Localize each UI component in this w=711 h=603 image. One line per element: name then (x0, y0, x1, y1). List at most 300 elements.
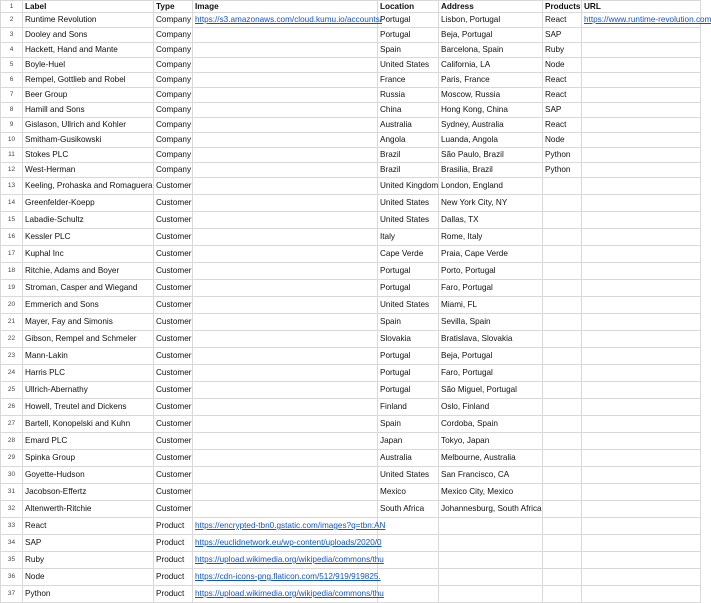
cell-image[interactable] (193, 314, 378, 331)
cell-location[interactable] (378, 586, 439, 603)
row-number[interactable]: 34 (1, 535, 23, 552)
cell-image[interactable] (193, 73, 378, 88)
cell-location[interactable]: Portugal (378, 28, 439, 43)
cell-url[interactable] (582, 103, 701, 118)
cell-url[interactable] (582, 467, 701, 484)
cell-address[interactable]: Beja, Portugal (439, 348, 543, 365)
cell-url[interactable] (582, 331, 701, 348)
cell-address[interactable]: Moscow, Russia (439, 88, 543, 103)
cell-type[interactable]: Customer (154, 229, 193, 246)
cell-address[interactable]: Faro, Portugal (439, 365, 543, 382)
row-number[interactable]: 6 (1, 73, 23, 88)
cell-label[interactable]: Hackett, Hand and Mante (23, 43, 154, 58)
cell-label[interactable]: Kuphal Inc (23, 246, 154, 263)
cell-label[interactable]: Ritchie, Adams and Boyer (23, 263, 154, 280)
cell-location[interactable]: Japan (378, 433, 439, 450)
cell-image[interactable] (193, 365, 378, 382)
cell-type[interactable]: Customer (154, 297, 193, 314)
cell-products[interactable] (543, 484, 582, 501)
row-number[interactable]: 3 (1, 28, 23, 43)
cell-type[interactable]: Customer (154, 416, 193, 433)
row-number[interactable]: 36 (1, 569, 23, 586)
cell-image[interactable] (193, 195, 378, 212)
cell-location[interactable]: Portugal (378, 13, 439, 28)
cell-type[interactable]: Customer (154, 280, 193, 297)
cell-url[interactable] (582, 212, 701, 229)
cell-address[interactable]: San Francisco, CA (439, 467, 543, 484)
cell-products[interactable] (543, 280, 582, 297)
cell-label[interactable]: Jacobson-Effertz (23, 484, 154, 501)
cell-location[interactable]: United States (378, 212, 439, 229)
cell-products[interactable] (543, 178, 582, 195)
cell-address[interactable]: Brasilia, Brazil (439, 163, 543, 178)
cell-type[interactable]: Company (154, 103, 193, 118)
cell-address[interactable]: Paris, France (439, 73, 543, 88)
cell-address[interactable]: London, England (439, 178, 543, 195)
cell-url[interactable] (582, 195, 701, 212)
cell-url[interactable] (582, 433, 701, 450)
cell-type[interactable]: Product (154, 569, 193, 586)
cell-location[interactable]: United States (378, 58, 439, 73)
cell-products[interactable] (543, 382, 582, 399)
cell-label[interactable]: Gislason, Ullrich and Kohler (23, 118, 154, 133)
cell-type[interactable]: Company (154, 13, 193, 28)
row-number[interactable]: 28 (1, 433, 23, 450)
row-number[interactable]: 33 (1, 518, 23, 535)
cell-label[interactable]: Python (23, 586, 154, 603)
cell-address[interactable]: Johannesburg, South Africa (439, 501, 543, 518)
cell-products[interactable] (543, 314, 582, 331)
cell-location[interactable]: Finland (378, 399, 439, 416)
cell-image[interactable] (193, 297, 378, 314)
row-number[interactable]: 14 (1, 195, 23, 212)
cell-label[interactable]: Bartell, Konopelski and Kuhn (23, 416, 154, 433)
cell-type[interactable]: Customer (154, 399, 193, 416)
cell-label[interactable]: Node (23, 569, 154, 586)
cell-address[interactable]: Barcelona, Spain (439, 43, 543, 58)
cell-location[interactable]: Portugal (378, 365, 439, 382)
cell-products[interactable] (543, 348, 582, 365)
cell-type[interactable]: Company (154, 58, 193, 73)
row-number[interactable]: 4 (1, 43, 23, 58)
cell-address[interactable]: Miami, FL (439, 297, 543, 314)
cell-type[interactable]: Customer (154, 212, 193, 229)
cell-url[interactable] (582, 229, 701, 246)
cell-type[interactable]: Customer (154, 484, 193, 501)
cell-url[interactable] (582, 28, 701, 43)
cell-address[interactable]: Praia, Cape Verde (439, 246, 543, 263)
cell-products[interactable]: SAP (543, 28, 582, 43)
cell-products[interactable] (543, 229, 582, 246)
cell-products[interactable]: React (543, 73, 582, 88)
cell-image[interactable] (193, 518, 386, 535)
cell-url[interactable] (582, 263, 701, 280)
row-number[interactable]: 22 (1, 331, 23, 348)
cell-type[interactable]: Company (154, 118, 193, 133)
cell-type[interactable]: Company (154, 88, 193, 103)
cell-image[interactable] (193, 118, 378, 133)
cell-products[interactable] (543, 450, 582, 467)
cell-label[interactable]: Labadie-Schultz (23, 212, 154, 229)
cell-products[interactable]: SAP (543, 103, 582, 118)
cell-location[interactable]: Cape Verde (378, 246, 439, 263)
cell-url[interactable] (582, 88, 701, 103)
row-number[interactable]: 26 (1, 399, 23, 416)
cell-location[interactable]: United States (378, 467, 439, 484)
cell-products[interactable]: React (543, 13, 582, 28)
cell-url[interactable] (582, 535, 701, 552)
cell-address[interactable]: Sevilla, Spain (439, 314, 543, 331)
cell-label[interactable]: Rempel, Gottlieb and Robel (23, 73, 154, 88)
cell-label[interactable]: West-Herman (23, 163, 154, 178)
cell-image[interactable] (193, 28, 378, 43)
cell-image[interactable] (193, 450, 378, 467)
cell-url[interactable] (582, 416, 701, 433)
cell-url[interactable] (582, 163, 701, 178)
cell-type[interactable]: Customer (154, 348, 193, 365)
cell-image[interactable] (193, 178, 378, 195)
cell-label[interactable]: Emard PLC (23, 433, 154, 450)
row-number[interactable]: 7 (1, 88, 23, 103)
cell-image[interactable] (193, 416, 378, 433)
cell-image[interactable] (193, 535, 382, 552)
cell-label[interactable]: Emmerich and Sons (23, 297, 154, 314)
cell-url[interactable] (582, 399, 701, 416)
cell-url[interactable] (582, 13, 711, 28)
cell-location[interactable]: Spain (378, 43, 439, 58)
cell-location[interactable]: United States (378, 195, 439, 212)
cell-url[interactable] (582, 43, 701, 58)
cell-products[interactable] (543, 552, 582, 569)
cell-products[interactable]: React (543, 88, 582, 103)
cell-products[interactable]: Node (543, 133, 582, 148)
row-number[interactable]: 11 (1, 148, 23, 163)
cell-location[interactable]: Slovakia (378, 331, 439, 348)
cell-url[interactable] (582, 586, 701, 603)
cell-location[interactable]: Spain (378, 314, 439, 331)
cell-image[interactable] (193, 148, 378, 163)
cell-image-link[interactable]: https://cdn-icons-png.flaticon.com/512/919/919825. (195, 572, 381, 581)
cell-products[interactable] (543, 416, 582, 433)
cell-address[interactable] (439, 552, 543, 569)
cell-products[interactable] (543, 365, 582, 382)
cell-label[interactable]: Kessler PLC (23, 229, 154, 246)
cell-address[interactable] (439, 569, 543, 586)
cell-type[interactable]: Customer (154, 246, 193, 263)
row-number[interactable]: 24 (1, 365, 23, 382)
cell-image[interactable] (193, 43, 378, 58)
row-number[interactable]: 25 (1, 382, 23, 399)
cell-image[interactable] (193, 433, 378, 450)
cell-url[interactable] (582, 280, 701, 297)
cell-address[interactable]: São Paulo, Brazil (439, 148, 543, 163)
cell-products[interactable]: Node (543, 58, 582, 73)
cell-type[interactable]: Company (154, 163, 193, 178)
cell-address[interactable]: Lisbon, Portugal (439, 13, 543, 28)
cell-image[interactable] (193, 348, 378, 365)
cell-url[interactable] (582, 518, 701, 535)
cell-url[interactable] (582, 348, 701, 365)
cell-label[interactable]: Greenfelder-Koepp (23, 195, 154, 212)
row-number[interactable]: 16 (1, 229, 23, 246)
row-number[interactable]: 35 (1, 552, 23, 569)
cell-label[interactable]: Hamill and Sons (23, 103, 154, 118)
cell-image[interactable] (193, 163, 378, 178)
cell-type[interactable]: Product (154, 552, 193, 569)
cell-type[interactable]: Company (154, 73, 193, 88)
cell-location[interactable]: United States (378, 297, 439, 314)
cell-products[interactable] (543, 263, 582, 280)
row-number[interactable]: 15 (1, 212, 23, 229)
cell-image[interactable] (193, 58, 378, 73)
cell-image[interactable] (193, 484, 378, 501)
cell-address[interactable]: Beja, Portugal (439, 28, 543, 43)
cell-image[interactable] (193, 399, 378, 416)
cell-image[interactable] (193, 212, 378, 229)
cell-url[interactable] (582, 314, 701, 331)
cell-type[interactable]: Product (154, 586, 193, 603)
cell-products[interactable] (543, 195, 582, 212)
row-number[interactable]: 9 (1, 118, 23, 133)
header-cell-address[interactable]: Address (439, 1, 543, 13)
cell-label[interactable]: Spinka Group (23, 450, 154, 467)
cell-label[interactable]: Ruby (23, 552, 154, 569)
cell-url[interactable] (582, 178, 701, 195)
cell-products[interactable]: Ruby (543, 43, 582, 58)
cell-products[interactable] (543, 433, 582, 450)
cell-image[interactable] (193, 133, 378, 148)
cell-location[interactable]: Russia (378, 88, 439, 103)
cell-address[interactable]: Oslo, Finland (439, 399, 543, 416)
cell-label[interactable]: Beer Group (23, 88, 154, 103)
cell-type[interactable]: Customer (154, 314, 193, 331)
cell-type[interactable]: Customer (154, 467, 193, 484)
cell-url-link[interactable]: https://www.runtime-revolution.com (584, 15, 711, 24)
cell-image[interactable] (193, 569, 381, 586)
cell-url[interactable] (582, 58, 701, 73)
cell-url[interactable] (582, 118, 701, 133)
cell-location[interactable]: South Africa (378, 501, 439, 518)
cell-url[interactable] (582, 552, 701, 569)
cell-location[interactable]: United Kingdom (378, 178, 439, 195)
cell-type[interactable]: Customer (154, 501, 193, 518)
cell-image[interactable] (193, 13, 383, 28)
cell-image[interactable] (193, 586, 384, 603)
cell-location[interactable]: China (378, 103, 439, 118)
cell-label[interactable]: Altenwerth-Ritchie (23, 501, 154, 518)
header-cell-location[interactable]: Location (378, 1, 439, 13)
cell-image[interactable] (193, 552, 384, 569)
cell-location[interactable] (378, 552, 439, 569)
cell-products[interactable] (543, 569, 582, 586)
row-number[interactable]: 8 (1, 103, 23, 118)
cell-location[interactable]: Portugal (378, 348, 439, 365)
cell-label[interactable]: Harris PLC (23, 365, 154, 382)
cell-address[interactable]: Dallas, TX (439, 212, 543, 229)
cell-location[interactable]: Spain (378, 416, 439, 433)
cell-location[interactable]: Brazil (378, 163, 439, 178)
cell-type[interactable]: Company (154, 148, 193, 163)
cell-products[interactable] (543, 246, 582, 263)
cell-location[interactable]: Mexico (378, 484, 439, 501)
row-number[interactable]: 5 (1, 58, 23, 73)
cell-image[interactable] (193, 103, 378, 118)
cell-image[interactable] (193, 88, 378, 103)
cell-type[interactable]: Customer (154, 195, 193, 212)
cell-products[interactable] (543, 297, 582, 314)
row-number[interactable]: 37 (1, 586, 23, 603)
row-number[interactable]: 21 (1, 314, 23, 331)
cell-image-link[interactable]: https://upload.wikimedia.org/wikipedia/commons/thu (195, 555, 384, 564)
cell-url[interactable] (582, 484, 701, 501)
cell-label[interactable]: Mann-Lakin (23, 348, 154, 365)
cell-url[interactable] (582, 297, 701, 314)
cell-label[interactable]: Gibson, Rempel and Schmeler (23, 331, 154, 348)
cell-location[interactable]: Australia (378, 450, 439, 467)
row-number[interactable]: 30 (1, 467, 23, 484)
cell-url[interactable] (582, 148, 701, 163)
cell-label[interactable]: SAP (23, 535, 154, 552)
cell-type[interactable]: Company (154, 28, 193, 43)
cell-location[interactable]: Portugal (378, 263, 439, 280)
cell-products[interactable]: Python (543, 148, 582, 163)
row-number[interactable]: 19 (1, 280, 23, 297)
cell-location[interactable]: France (378, 73, 439, 88)
row-number[interactable]: 2 (1, 13, 23, 28)
cell-url[interactable] (582, 450, 701, 467)
cell-url[interactable] (582, 382, 701, 399)
cell-products[interactable]: Python (543, 163, 582, 178)
cell-address[interactable]: Cordoba, Spain (439, 416, 543, 433)
cell-address[interactable]: Porto, Portugal (439, 263, 543, 280)
cell-image[interactable] (193, 246, 378, 263)
cell-url[interactable] (582, 73, 701, 88)
cell-products[interactable] (543, 399, 582, 416)
row-number[interactable]: 1 (1, 1, 23, 13)
cell-address[interactable]: Rome, Italy (439, 229, 543, 246)
cell-products[interactable]: React (543, 118, 582, 133)
cell-type[interactable]: Company (154, 43, 193, 58)
cell-products[interactable] (543, 501, 582, 518)
header-cell-label[interactable]: Label (23, 1, 154, 13)
cell-type[interactable]: Product (154, 535, 193, 552)
cell-type[interactable]: Product (154, 518, 193, 535)
row-number[interactable]: 20 (1, 297, 23, 314)
cell-address[interactable] (439, 535, 543, 552)
cell-location[interactable]: Italy (378, 229, 439, 246)
cell-address[interactable]: Hong Kong, China (439, 103, 543, 118)
cell-products[interactable] (543, 331, 582, 348)
cell-location[interactable] (378, 569, 439, 586)
header-cell-url[interactable]: URL (582, 1, 701, 13)
cell-label[interactable]: React (23, 518, 154, 535)
cell-label[interactable]: Mayer, Fay and Simonis (23, 314, 154, 331)
cell-url[interactable] (582, 365, 701, 382)
cell-location[interactable]: Brazil (378, 148, 439, 163)
row-number[interactable]: 23 (1, 348, 23, 365)
cell-type[interactable]: Customer (154, 365, 193, 382)
cell-image[interactable] (193, 229, 378, 246)
header-cell-image[interactable]: Image (193, 1, 378, 13)
cell-label[interactable]: Keeling, Prohaska and Romaguera (23, 178, 154, 195)
row-number[interactable]: 18 (1, 263, 23, 280)
cell-location[interactable] (378, 535, 439, 552)
cell-label[interactable]: Ullrich-Abernathy (23, 382, 154, 399)
cell-type[interactable]: Customer (154, 178, 193, 195)
cell-type[interactable]: Company (154, 133, 193, 148)
cell-image[interactable] (193, 467, 378, 484)
row-number[interactable]: 17 (1, 246, 23, 263)
cell-url[interactable] (582, 501, 701, 518)
cell-image-link[interactable]: https://s3.amazonaws.com/cloud.kumu.io/accounts/ (195, 15, 383, 24)
cell-type[interactable]: Customer (154, 382, 193, 399)
cell-image-link[interactable]: https://upload.wikimedia.org/wikipedia/commons/thu (195, 589, 384, 598)
cell-image[interactable] (193, 331, 378, 348)
header-cell-type[interactable]: Type (154, 1, 193, 13)
cell-products[interactable] (543, 518, 582, 535)
cell-location[interactable]: Portugal (378, 280, 439, 297)
cell-image-link[interactable]: https://euclidnetwork.eu/wp-content/uploads/2020/0 (195, 538, 382, 547)
cell-location[interactable]: Angola (378, 133, 439, 148)
cell-products[interactable] (543, 586, 582, 603)
row-number[interactable]: 12 (1, 163, 23, 178)
cell-address[interactable]: Melbourne, Australia (439, 450, 543, 467)
cell-location[interactable]: Portugal (378, 382, 439, 399)
cell-address[interactable]: Luanda, Angola (439, 133, 543, 148)
cell-address[interactable]: Tokyo, Japan (439, 433, 543, 450)
row-number[interactable]: 27 (1, 416, 23, 433)
row-number[interactable]: 13 (1, 178, 23, 195)
cell-label[interactable]: Stokes PLC (23, 148, 154, 163)
cell-image[interactable] (193, 382, 378, 399)
cell-label[interactable]: Goyette-Hudson (23, 467, 154, 484)
cell-label[interactable]: Stroman, Casper and Wiegand (23, 280, 154, 297)
cell-type[interactable]: Customer (154, 450, 193, 467)
cell-image[interactable] (193, 263, 378, 280)
cell-products[interactable] (543, 535, 582, 552)
header-cell-products[interactable]: Products (543, 1, 582, 13)
row-number[interactable]: 31 (1, 484, 23, 501)
cell-products[interactable] (543, 212, 582, 229)
cell-address[interactable]: Mexico City, Mexico (439, 484, 543, 501)
row-number[interactable]: 32 (1, 501, 23, 518)
cell-address[interactable]: Bratislava, Slovakia (439, 331, 543, 348)
row-number[interactable]: 29 (1, 450, 23, 467)
cell-url[interactable] (582, 246, 701, 263)
cell-image[interactable] (193, 501, 378, 518)
cell-address[interactable]: Faro, Portugal (439, 280, 543, 297)
cell-url[interactable] (582, 133, 701, 148)
cell-address[interactable] (439, 518, 543, 535)
cell-type[interactable]: Customer (154, 263, 193, 280)
row-number[interactable]: 10 (1, 133, 23, 148)
cell-label[interactable]: Runtime Revolution (23, 13, 154, 28)
cell-url[interactable] (582, 569, 701, 586)
cell-location[interactable]: Australia (378, 118, 439, 133)
cell-address[interactable]: California, LA (439, 58, 543, 73)
cell-products[interactable] (543, 467, 582, 484)
cell-address[interactable]: São Miguel, Portugal (439, 382, 543, 399)
cell-label[interactable]: Smitham-Gusikowski (23, 133, 154, 148)
cell-address[interactable]: New York City, NY (439, 195, 543, 212)
cell-address[interactable]: Sydney, Australia (439, 118, 543, 133)
cell-location[interactable] (378, 518, 439, 535)
cell-image[interactable] (193, 280, 378, 297)
cell-address[interactable] (439, 586, 543, 603)
cell-image-link[interactable]: https://encrypted-tbn0.gstatic.com/images?q=tbn:AN (195, 521, 386, 530)
cell-label[interactable]: Boyle-Huel (23, 58, 154, 73)
cell-type[interactable]: Customer (154, 331, 193, 348)
